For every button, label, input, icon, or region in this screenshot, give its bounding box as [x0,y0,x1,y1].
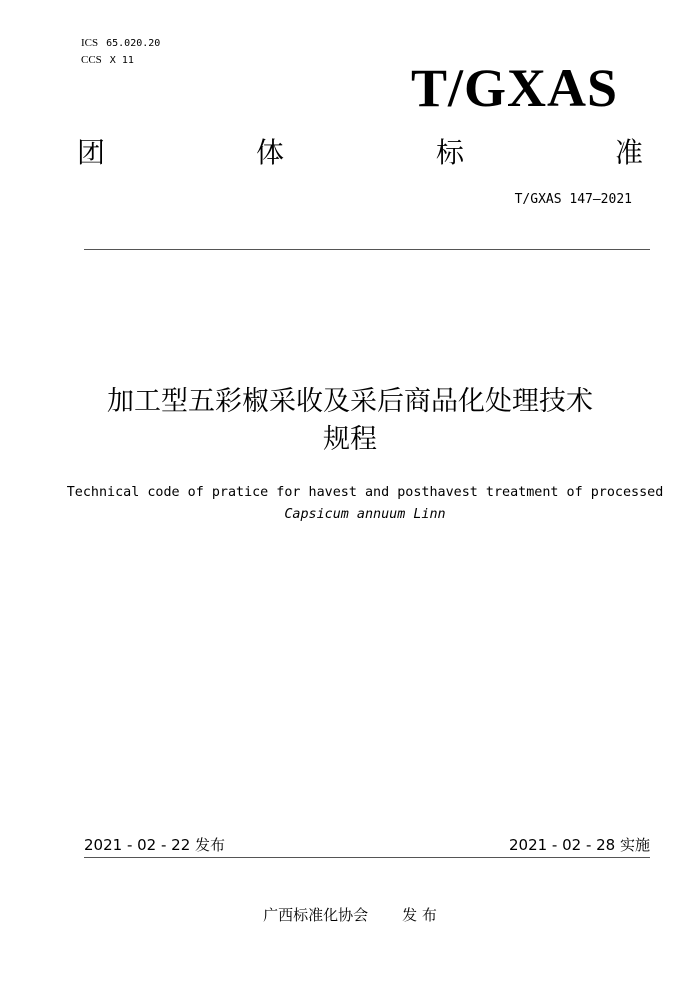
issuer [0,904,700,925]
category-char-3: 标 [436,136,465,169]
category-char-2: 体 [256,136,285,169]
title-line-1: 加工型五彩椒采收及采后商品化处理技术 [107,386,593,417]
english-title-italic: Capsicum annuum Linn [284,507,446,522]
category-char-4: 准 [615,136,644,169]
standard-number: T/GXAS 147—2021 [514,192,632,207]
standard-logo: T/GXAS [410,58,618,118]
english-title [60,482,670,526]
publish-date: 2021 - 02 - 22 发布 [84,836,226,854]
ccs-value: X 11 [109,55,134,66]
implement-date: 2021 - 02 - 28 实施 [508,836,650,854]
ics-label: ICS [81,37,99,49]
classification-codes [81,35,160,69]
issuer-name: 广西标准化协会 [263,906,369,924]
issuer-action: 发 布 [402,906,437,924]
ccs-label: CCS [81,54,102,66]
document-title [0,383,700,459]
ccs-code [81,52,160,69]
english-title-text: Technical code of pratice for havest and posthavest treatment of processed [66,485,664,500]
category-char-1: 团 [77,136,106,169]
title-line-2: 规程 [323,424,377,455]
footer-divider [84,857,650,858]
ics-code [81,35,160,52]
header-divider [84,249,650,250]
ics-value: 65.020.20 [106,38,161,49]
